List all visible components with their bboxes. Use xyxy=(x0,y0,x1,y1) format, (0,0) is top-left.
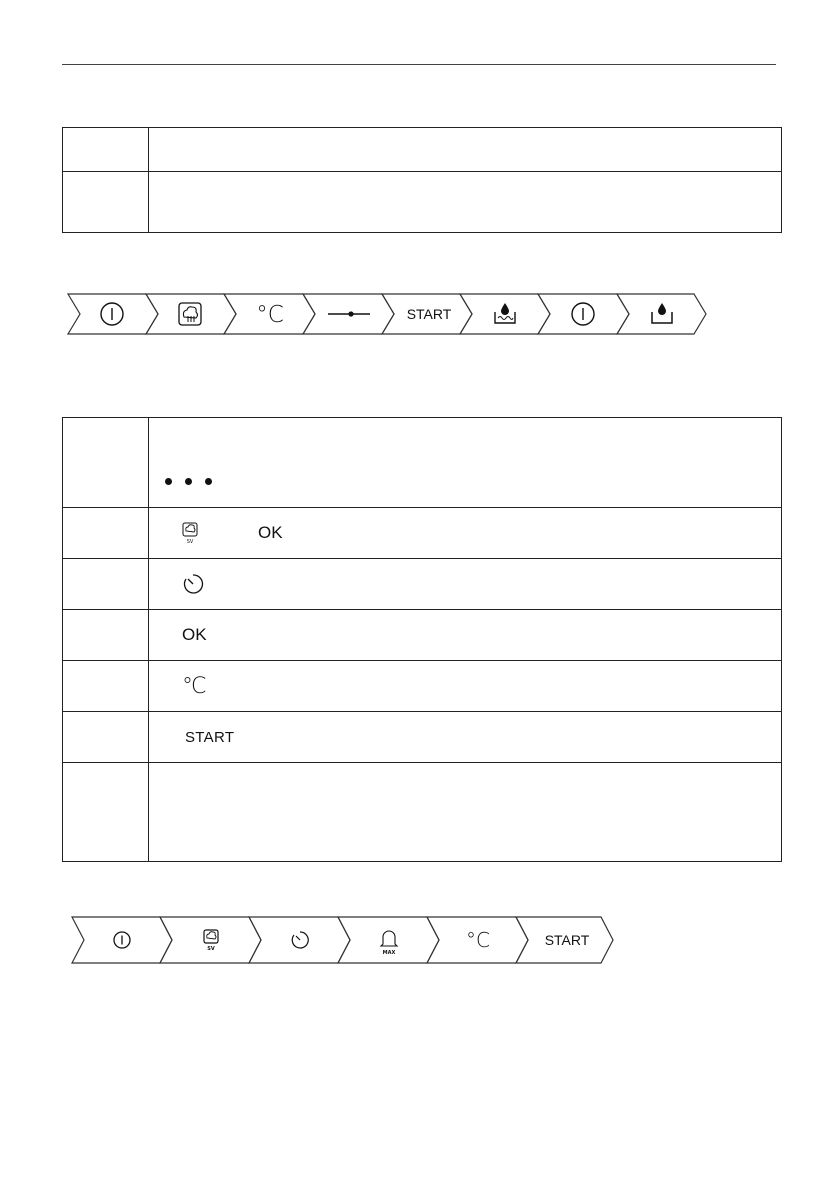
table-row xyxy=(63,610,782,661)
flow-step-2 xyxy=(160,917,261,963)
procedure-flow-2 xyxy=(70,916,618,966)
table-row xyxy=(63,712,782,763)
sous-vide-icon xyxy=(204,930,218,952)
svg-text:MAX: MAX xyxy=(382,950,396,956)
step-number-cell xyxy=(63,508,149,559)
step-text-cell xyxy=(149,418,782,508)
timer-icon xyxy=(182,573,204,595)
svg-text:SV: SV xyxy=(207,946,215,952)
step-number-cell xyxy=(63,610,149,661)
water-tank-empty-icon xyxy=(652,303,672,323)
header-rule xyxy=(62,64,776,65)
step-text-cell xyxy=(149,559,782,610)
steps-table-1 xyxy=(62,127,782,233)
temperature-icon: °C xyxy=(466,928,490,952)
alarm-max-icon xyxy=(381,931,397,956)
timer-icon xyxy=(292,932,308,948)
table-row xyxy=(63,661,782,712)
step-text-cell xyxy=(149,172,782,233)
steam-program-icon xyxy=(179,303,201,325)
flow-step-4 xyxy=(338,917,439,963)
step-number-cell xyxy=(63,763,149,862)
table-row xyxy=(63,508,782,559)
step-number-cell xyxy=(63,128,149,172)
start-label: START xyxy=(544,932,590,948)
step-text-cell xyxy=(149,128,782,172)
step-text-cell xyxy=(149,610,782,661)
table-row xyxy=(63,559,782,610)
procedure-flow-1 xyxy=(66,293,711,335)
start-label: START xyxy=(185,728,235,746)
step-text-cell xyxy=(149,763,782,862)
start-label: START xyxy=(406,306,452,322)
ok-label: OK xyxy=(258,523,283,542)
power-icon xyxy=(101,303,123,325)
step-number-cell xyxy=(63,661,149,712)
sous-vide-icon xyxy=(182,522,200,544)
steps-table-2 xyxy=(62,417,782,862)
power-icon xyxy=(114,932,130,948)
water-tank-fill-icon xyxy=(495,303,515,323)
temperature-icon: °C xyxy=(182,673,205,699)
step-number-cell xyxy=(63,172,149,233)
flow-step-1 xyxy=(68,294,158,334)
step-text-cell xyxy=(149,661,782,712)
step-text-cell xyxy=(149,508,782,559)
slider-icon xyxy=(328,311,370,316)
table-row xyxy=(63,418,782,508)
power-icon xyxy=(572,303,594,325)
table-row xyxy=(63,763,782,862)
step-number-cell xyxy=(63,559,149,610)
step-text-cell xyxy=(149,712,782,763)
svg-text:SV: SV xyxy=(186,539,194,544)
ok-label: OK xyxy=(182,625,207,644)
step-number-cell xyxy=(63,418,149,508)
table-row xyxy=(63,172,782,233)
flow-step-2 xyxy=(146,294,236,334)
progress-dots xyxy=(165,478,212,485)
step-number-cell xyxy=(63,712,149,763)
table-row xyxy=(63,128,782,172)
temperature-icon: °C xyxy=(256,302,284,328)
